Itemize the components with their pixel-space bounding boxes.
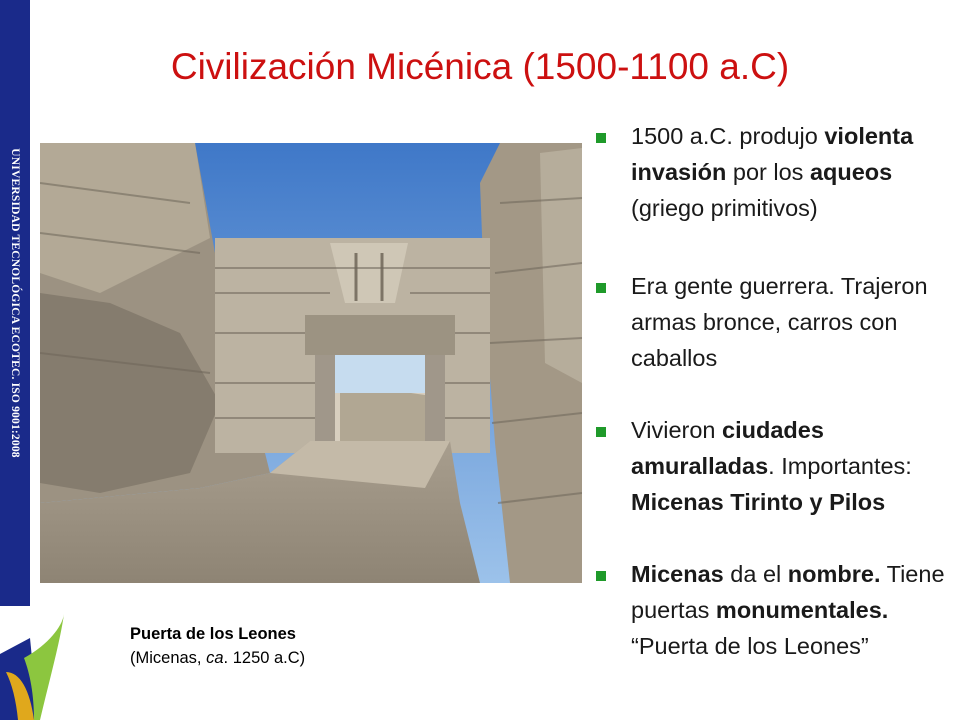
bullet-text-segment: aqueos [809,159,893,185]
sidebar-band [0,0,30,606]
bullet-square-icon [596,133,606,143]
bullet-text-segment: 1500 a.C. produjo [631,123,825,149]
bullet-text-segment: monumentales. [715,597,889,623]
photo-caption [130,622,305,670]
slide-title: Civilización Micénica (1500-1100 a.C) [170,46,790,87]
bullet-square-icon [596,283,606,293]
bullet-square-icon [596,571,606,581]
bullet-text-segment: . Importantes: [768,453,912,479]
bullet-text-segment: ciudades amuralladas [631,417,824,479]
bullet-text-segment: Micenas [631,561,724,587]
bullet-text-segment: nombre. [787,561,881,587]
bullet-text-segment: por los [726,159,810,185]
bullet-text-segment: da el [723,561,788,587]
bullet-item [594,268,956,376]
bullet-item [594,556,956,664]
bullet-text-segment: Tiene puertas [631,561,945,623]
bullet-item [594,118,956,226]
university-logo-icon [0,612,70,720]
bullet-text-segment: Era gente guerrera. Trajeron armas bronce, carros con caballos [631,273,928,371]
bullet-square-icon [596,427,606,437]
bullet-item [594,412,956,520]
bullet-text-segment: Micenas Tirinto y Pilos [631,489,886,515]
bullet-text-segment: violenta invasión [631,123,914,185]
lion-gate-photo [40,143,582,583]
bullet-text-segment: (griego primitivos) [631,195,818,221]
sidebar-text: UNIVERSIDAD TECNOLÓGICA ECOTEC. ISO 9001:2008 [9,148,21,458]
caption-detail: (Micenas, ca. 1250 a.C) [130,649,306,667]
caption-title: Puerta de los Leones [130,625,296,643]
bullet-text-segment: “Puerta de los Leones” [631,633,869,659]
bullet-text-segment: Vivieron [631,417,723,443]
